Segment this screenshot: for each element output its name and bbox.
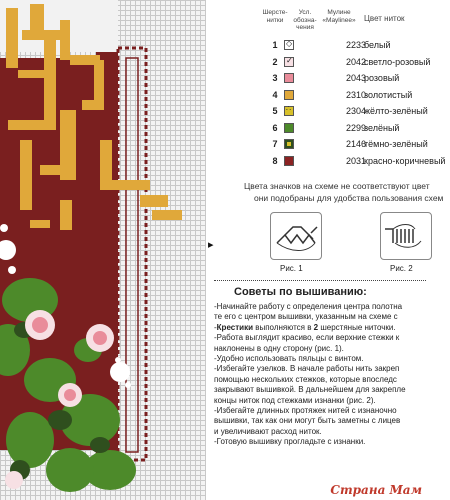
legend-header-num: Шерсте- нитки	[262, 9, 288, 24]
tip-line: и увеличивают расход ниток.	[214, 426, 322, 436]
legend-row	[260, 154, 450, 170]
legend-code: 2310	[345, 89, 366, 100]
legend-color-name: белый	[364, 40, 391, 50]
legend-num: 2	[272, 56, 278, 67]
legend-code: 2043	[345, 73, 366, 83]
legend-num: 5	[272, 106, 278, 116]
tip-line: концы ниток под стежками изнанки (рис. 2).	[214, 395, 376, 405]
legend-row	[260, 55, 450, 71]
legend-color-name: золотистый	[364, 89, 413, 100]
legend-row	[260, 121, 450, 137]
cross-stitch-chart	[0, 0, 206, 500]
tip-line: -Крестики выполняются в 2 шерстяные ниточки.	[214, 322, 396, 332]
legend-color-name: светло-розовый	[364, 56, 431, 67]
legend-code: 2304	[345, 106, 366, 116]
tips-list	[214, 302, 426, 447]
legend-row	[260, 38, 450, 54]
legend-symbol-icon	[284, 123, 294, 133]
legend-color-name: красно-коричневый	[364, 155, 446, 166]
legend-symbol-icon	[284, 90, 294, 100]
frame-border	[118, 48, 146, 460]
tip-line: закрывают вышивкой. В дальнейшем для закрепле	[214, 385, 406, 395]
legend-symbol-icon	[284, 139, 294, 149]
figure-1-label: Рис. 1	[280, 264, 303, 273]
legend-row	[260, 104, 450, 120]
tip-line: -Избегайте узелков. В начале работы нить закреп	[214, 364, 400, 374]
legend-num: 3	[272, 73, 278, 83]
legend-symbol-icon: ✓	[286, 55, 293, 65]
legend-row	[260, 88, 450, 104]
tips-title: Советы по вышиванию:	[234, 286, 367, 298]
legend-num: 4	[272, 89, 278, 100]
figure-1-illustration	[270, 212, 322, 260]
tip-line: наклонены в одну сторону (рис. 1).	[214, 343, 344, 353]
figure-2-illustration	[380, 212, 432, 260]
chart-graphic	[0, 0, 206, 500]
legend-code: 2233	[345, 40, 366, 50]
tip-line: вышивки, так как они могут быть заметны с лицев	[214, 416, 401, 426]
figure-2-label: Рис. 2	[390, 264, 413, 273]
legend-code: 2031	[345, 155, 366, 166]
legend-num: 6	[272, 122, 278, 133]
legend-header-code: Мулине «Мауlinee»	[322, 9, 356, 24]
legend-num: 7	[272, 139, 278, 149]
legend-color-name: розовый	[364, 73, 400, 83]
tip-line: те его с центром вышивки, указанным на схеме с	[214, 312, 398, 322]
legend-color-name: жёлто-зелёный	[364, 106, 428, 116]
legend-symbol-icon: ∴	[284, 106, 294, 116]
tip-line: помощью нескольких стежков, которые впоследс	[214, 374, 397, 384]
note-line-1: Цвета значков на схеме не соответствуют цвет	[244, 181, 430, 191]
tip-line: -Избегайте длинных протяжек нитей с изнаночно	[214, 405, 397, 415]
legend-symbol-icon: ◇	[286, 39, 293, 48]
legend-color-name: тёмно-зелёный	[364, 139, 428, 149]
watermark-logo: Страна Мам	[330, 483, 422, 497]
note-line-2: они подобраны для удобства пользования схем	[254, 193, 444, 203]
legend-num: 8	[272, 155, 278, 166]
tip-line: -Начинайте работу с определения центра полотна	[214, 302, 403, 311]
divider	[214, 280, 426, 281]
legend-color-name: зелёный	[364, 122, 400, 133]
legend-symbol-icon	[284, 73, 294, 83]
tip-line: -Готовую вышивку прогладьте с изнанки.	[214, 437, 366, 447]
frame-inner	[126, 58, 138, 452]
tip-line: -Удобно использовать пяльцы с винтом.	[214, 353, 364, 363]
legend-header-symbol: Усл. обозна- чения	[293, 9, 317, 31]
legend-row	[260, 71, 450, 87]
legend-symbol-icon	[284, 156, 294, 166]
center-arrow-icon: ▸	[208, 239, 214, 251]
legend-header-name: Цвет ниток	[364, 14, 405, 23]
right-column	[214, 0, 446, 500]
tip-line: -Работа выглядит красиво, если верхние стежки к	[214, 333, 400, 343]
legend-row	[260, 137, 450, 153]
legend-code: 2299	[345, 122, 366, 133]
legend-num: 1	[272, 40, 278, 50]
legend-code: 2146	[345, 139, 366, 149]
legend-code: 2042	[345, 56, 366, 67]
